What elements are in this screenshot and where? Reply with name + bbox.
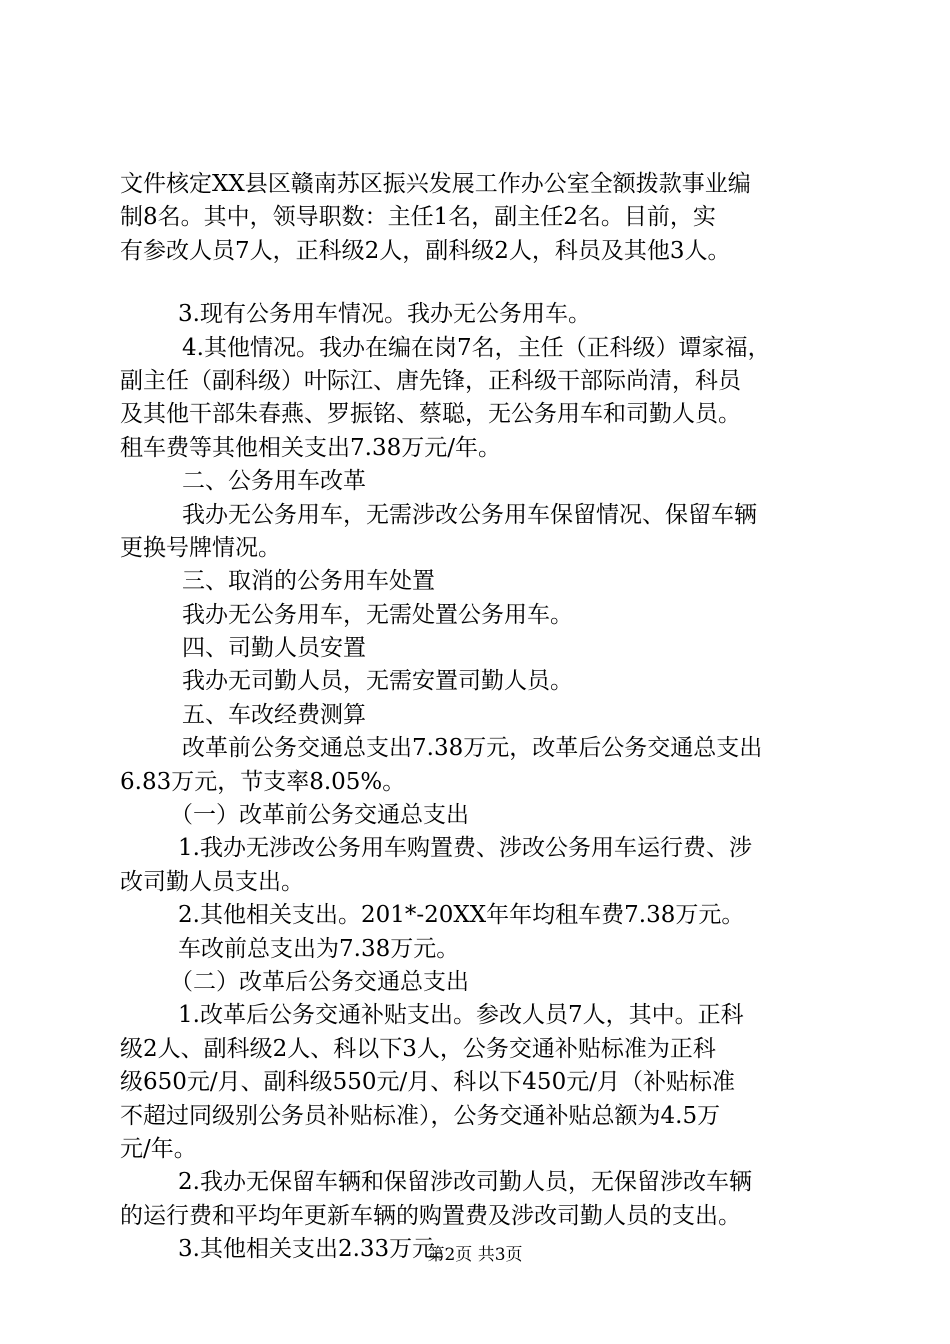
page-footer: [0, 1243, 950, 1267]
subsection-heading: （一）改革前公务交通总支出: [170, 802, 469, 829]
body-line: 6.83万元，节支率8.05%。: [120, 768, 406, 795]
body-line: 元/年。: [120, 1135, 197, 1162]
subsection-heading: （二）改革后公务交通总支出: [170, 968, 469, 995]
body-line: 2.我办无保留车辆和保留涉改司勤人员，无保留涉改车辆: [178, 1169, 752, 1196]
body-line: 3.其他相关支出2.33万元。: [178, 1236, 459, 1263]
body-line: 3.现有公务用车情况。我办无公务用车。: [178, 301, 591, 328]
page-number-label: 第2页 共3页: [427, 1245, 523, 1265]
body-line: 租车费等其他相关支出7.38万元/年。: [120, 434, 501, 461]
body-line: 文件核定XX县区赣南苏区振兴发展工作办公室全额拨款事业编: [120, 171, 751, 197]
body-line: 副主任（副科级）叶际江、唐先锋，正科级干部际尚清，科员: [120, 367, 741, 394]
document-body: [120, 168, 840, 1267]
section-heading: 五、车改经费测算: [182, 701, 366, 728]
section-heading: 四、司勤人员安置: [182, 635, 366, 662]
body-line: 我办无公务用车，无需处置公务用车。: [182, 601, 573, 628]
body-line: 改司勤人员支出。: [120, 868, 304, 895]
paragraph-gap: [120, 268, 840, 298]
body-line: 4.其他情况。我办在编在岗7名，主任（正科级）谭家福，: [182, 334, 771, 361]
body-line: 有参改人员7人，正科级2人，副科级2人，科员及其他3人。: [120, 237, 731, 264]
body-line: 的运行费和平均年更新车辆的购置费及涉改司勤人员的支出。: [120, 1202, 741, 1229]
section-heading: 三、取消的公务用车处置: [182, 568, 435, 595]
body-line: 1.我办无涉改公务用车购置费、涉改公务用车运行费、涉: [178, 835, 752, 862]
body-line: 我办无司勤人员，无需安置司勤人员。: [182, 668, 573, 695]
body-line: 级650元/月、副科级550元/月、科以下450元/月（补贴标准: [120, 1069, 735, 1096]
body-line: 级2人、副科级2人、科以下3人，公务交通补贴标准为正科: [120, 1035, 716, 1062]
body-line: 更换号牌情况。: [120, 534, 281, 561]
body-line: 制8名。其中，领导职数：主任1名，副主任2名。目前，实: [120, 204, 716, 231]
body-line: 不超过同级别公务员补贴标准），公务交通补贴总额为4.5万: [120, 1102, 721, 1129]
body-line: 我办无公务用车，无需涉改公务用车保留情况、保留车辆: [182, 501, 757, 528]
body-line: 2.其他相关支出。201*-20XX年年均租车费7.38万元。: [178, 902, 745, 929]
body-line: 1.改革后公务交通补贴支出。参改人员7人，其中。正科: [178, 1002, 744, 1029]
body-line: 车改前总支出为7.38万元。: [178, 935, 460, 962]
section-heading: 二、公务用车改革: [182, 468, 366, 495]
body-line: 改革前公务交通总支出7.38万元，改革后公务交通总支出: [182, 735, 763, 762]
body-line: 及其他干部朱春燕、罗振铭、蔡聪，无公务用车和司勤人员。: [120, 401, 741, 428]
